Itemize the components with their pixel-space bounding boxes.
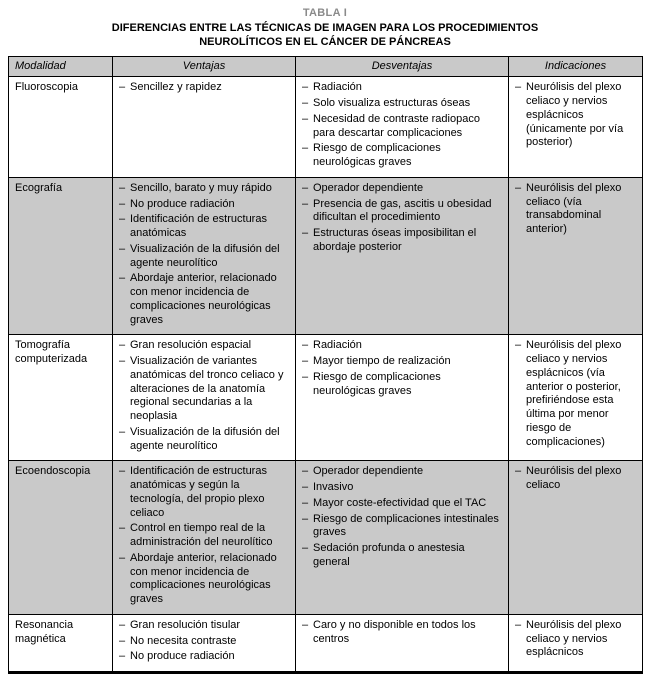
list-item: – No produce radiación (119, 650, 289, 664)
indicaciones-cell (509, 335, 643, 461)
list-item: – Mayor tiempo de realización (302, 355, 502, 369)
list-item: – Operador dependiente (302, 465, 502, 479)
table-row (9, 77, 643, 178)
list-item: – Riesgo de complicaciones neurológicas graves (302, 142, 502, 170)
list-item: – Solo visualiza estructuras óseas (302, 97, 502, 111)
list-item: – Radiación (302, 339, 502, 353)
list-item: – No produce radiación (119, 198, 289, 212)
desventajas-cell (296, 461, 509, 615)
desventajas-cell (296, 177, 509, 335)
list-item: – Gran resolución espacial (119, 339, 289, 353)
list-item: – Identificación de estructuras anatómicas (119, 213, 289, 241)
desventajas-cell (296, 77, 509, 178)
indicaciones-cell (509, 177, 643, 335)
header-row (9, 56, 643, 77)
table-row (9, 461, 643, 615)
list-item: – Riesgo de complicaciones neurológicas graves (302, 371, 502, 399)
list-item: – Sencillo, barato y muy rápido (119, 182, 289, 196)
list-item: – Abordaje anterior, relacionado con menor incidencia de complicaciones neurológicas graves (119, 272, 289, 327)
comparison-table (8, 56, 643, 675)
list-item: – Mayor coste-efectividad que el TAC (302, 497, 502, 511)
list-item: – Visualización de la difusión del agente neurolítico (119, 426, 289, 454)
table-row (9, 335, 643, 461)
modality-cell: Tomografía computerizada (9, 335, 113, 461)
list-item: – Neurólisis del plexo celiaco (vía transabdominal anterior) (515, 182, 636, 237)
table-row (9, 177, 643, 335)
list-item: – Sedación profunda o anestesia general (302, 542, 502, 570)
list-item: – Neurólisis del plexo celiaco y nervios esplácnicos (vía anterior o posterior, prefiriéndose esta última por menor riesgo de complicaciones) (515, 339, 636, 449)
list-item: – Neurólisis del plexo celiaco y nervios esplácnicos (515, 619, 636, 660)
list-item: – Operador dependiente (302, 182, 502, 196)
list-item: – Abordaje anterior, relacionado con menor incidencia de complicaciones neurológicas graves (119, 552, 289, 607)
table-label: TABLA I (302, 7, 348, 19)
header-modalidad: Modalidad (9, 56, 113, 77)
table-body (9, 77, 643, 673)
list-item: – Riesgo de complicaciones intestinales graves (302, 513, 502, 541)
list-item: – Invasivo (302, 481, 502, 495)
modality-cell: Fluoroscopia (9, 77, 113, 178)
list-item: – No necesita contraste (119, 635, 289, 649)
header-ventajas: Ventajas (113, 56, 296, 77)
table-title-block (8, 7, 642, 50)
ventajas-cell (113, 177, 296, 335)
list-item: – Caro y no disponible en todos los centros (302, 619, 502, 647)
list-item: – Gran resolución tisular (119, 619, 289, 633)
list-item: – Presencia de gas, ascitis u obesidad dificultan el procedimiento (302, 198, 502, 226)
indicaciones-cell (509, 614, 643, 672)
list-item: – Radiación (302, 81, 502, 95)
table-row (9, 614, 643, 672)
ventajas-cell (113, 461, 296, 615)
list-item: – Control en tiempo real de la administración del neurolítico (119, 522, 289, 550)
desventajas-cell (296, 335, 509, 461)
list-item: – Estructuras óseas imposibilitan el abordaje posterior (302, 227, 502, 255)
indicaciones-cell (509, 77, 643, 178)
list-item: – Visualización de la difusión del agente neurolítico (119, 243, 289, 271)
modality-cell: Ecoendoscopia (9, 461, 113, 615)
ventajas-cell (113, 614, 296, 672)
list-item: – Identificación de estructuras anatómicas y según la tecnología, del propio plexo celiaco (119, 465, 289, 520)
indicaciones-cell (509, 461, 643, 615)
list-item: – Visualización de variantes anatómicas del tronco celiaco y alteraciones de la anatomía regional secundarias a la neoplasia (119, 355, 289, 424)
ventajas-cell (113, 77, 296, 178)
modality-cell: Resonancia magnética (9, 614, 113, 672)
header-indicaciones: Indicaciones (509, 56, 643, 77)
list-item: – Sencillez y rapidez (119, 81, 289, 95)
table-caption: DIFERENCIAS ENTRE LAS TÉCNICAS DE IMAGEN PARA LOS PROCEDIMIENTOS NEUROLÍTICOS EN EL CÁNCER DE PÁNCREAS (111, 22, 539, 49)
list-item: – Necesidad de contraste radiopaco para descartar complicaciones (302, 113, 502, 141)
desventajas-cell (296, 614, 509, 672)
list-item: – Neurólisis del plexo celiaco y nervios esplácnicos (únicamente por vía posterior) (515, 81, 636, 150)
ventajas-cell (113, 335, 296, 461)
list-item: – Neurólisis del plexo celiaco (515, 465, 636, 493)
modality-cell: Ecografía (9, 177, 113, 335)
header-desventajas: Desventajas (296, 56, 509, 77)
